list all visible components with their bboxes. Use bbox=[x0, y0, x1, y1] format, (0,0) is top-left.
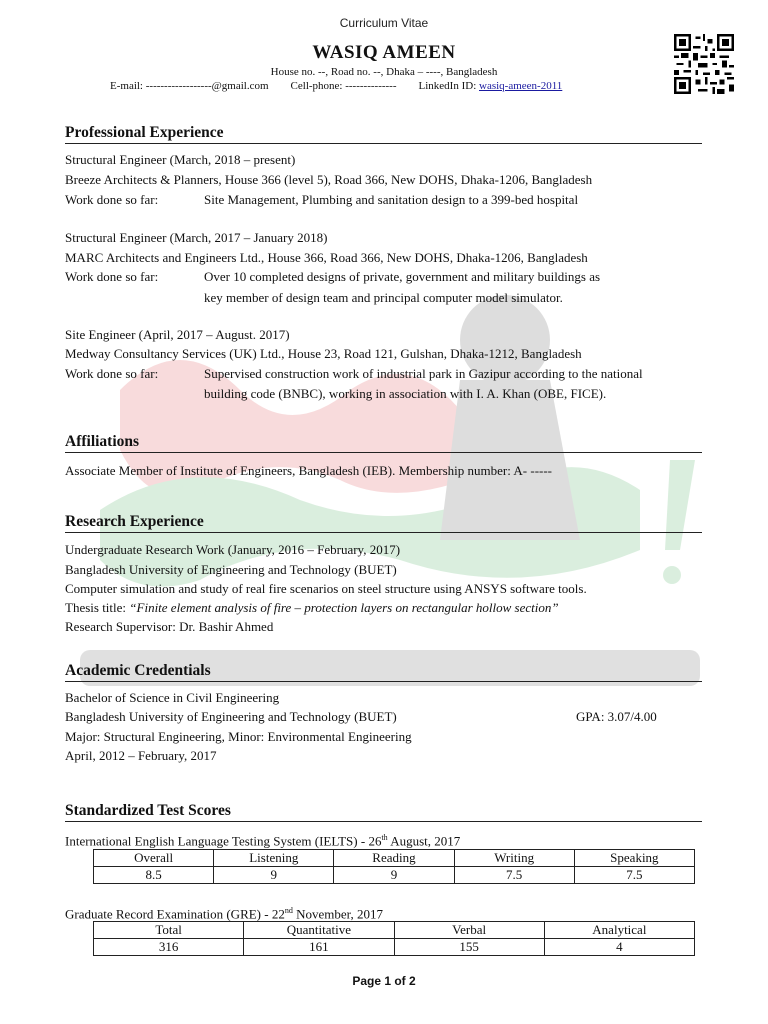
job-3-work bbox=[65, 366, 643, 382]
research-supervisor: Research Supervisor: Dr. Bashir Ahmed bbox=[65, 619, 274, 634]
job-2-work-text: Over 10 completed designs of private, government and military buildings as bbox=[204, 269, 601, 284]
qr-code-icon bbox=[672, 34, 736, 94]
degree: Bachelor of Science in Civil Engineering bbox=[65, 690, 280, 705]
document-label: Curriculum Vitae bbox=[339, 16, 429, 30]
contact-line bbox=[110, 80, 562, 92]
table-header-cell: Writing bbox=[454, 850, 574, 867]
job-1-role: Structural Engineer (March, 2018 – present) bbox=[65, 152, 296, 167]
work-label: Work done so far: bbox=[65, 269, 159, 284]
phone: Cell-phone: -------------- bbox=[290, 80, 397, 92]
gre-score-table bbox=[93, 921, 695, 956]
job-1-work bbox=[65, 192, 578, 208]
job-3-organization: Medway Consultancy Services (UK) Ltd., House 23, Road 121, Gulshan, Dhaka-1212, Bangladesh bbox=[65, 346, 582, 361]
thesis-label: Thesis title: bbox=[65, 600, 130, 615]
thesis-title: “Finite element analysis of fire – protection layers on rectangular hollow section” bbox=[129, 600, 559, 615]
job-3-work-continued: building code (BNBC), working in association with I. A. Khan (OBE, FICE). bbox=[204, 386, 607, 401]
section-academic-credentials: Academic Credentials bbox=[65, 662, 702, 682]
research-description: Computer simulation and study of real fire scenarios on steel structure using ANSYS software tools. bbox=[65, 581, 587, 596]
table-header-cell: Verbal bbox=[394, 922, 544, 939]
table-cell: 8.5 bbox=[94, 867, 214, 884]
affiliation-text: Associate Member of Institute of Engineers, Bangladesh (IEB). Membership number: A- ----- bbox=[65, 463, 553, 478]
job-2-work bbox=[65, 269, 600, 285]
section-affiliations: Affiliations bbox=[65, 433, 702, 453]
linkedin-link[interactable]: wasiq-ameen-2011 bbox=[479, 80, 563, 92]
major-minor: Major: Structural Engineering, Minor: Environmental Engineering bbox=[65, 729, 412, 744]
job-2-role: Structural Engineer (March, 2017 – January 2018) bbox=[65, 230, 328, 245]
table-cell: 9 bbox=[334, 867, 454, 884]
table-cell: 9 bbox=[214, 867, 334, 884]
work-label: Work done so far: bbox=[65, 366, 159, 381]
research-institution: Bangladesh University of Engineering and Technology (BUET) bbox=[65, 562, 397, 577]
job-3-work-text: Supervised construction work of industrial park in Gazipur according to the national bbox=[204, 366, 643, 381]
table-cell: 161 bbox=[244, 939, 394, 956]
thesis-line bbox=[65, 600, 559, 616]
email: E-mail: ------------------@gmail.com bbox=[110, 80, 269, 92]
page-number: Page 1 of 2 bbox=[352, 974, 416, 988]
job-3-role: Site Engineer (April, 2017 – August. 2017) bbox=[65, 327, 290, 342]
ielts-caption: International English Language Testing System (IELTS) - 26th August, 2017 bbox=[65, 833, 461, 849]
table-header-row bbox=[94, 850, 695, 867]
address: House no. --, Road no. --, Dhaka – ----, Bangladesh bbox=[270, 66, 498, 78]
gre-caption: Graduate Record Examination (GRE) - 22nd November, 2017 bbox=[65, 906, 383, 922]
table-row bbox=[94, 939, 695, 956]
linkedin-label: LinkedIn ID: bbox=[418, 80, 479, 92]
table-header-cell: Speaking bbox=[574, 850, 694, 867]
ielts-score-table bbox=[93, 849, 695, 884]
academic-period: April, 2012 – February, 2017 bbox=[65, 748, 217, 763]
job-2-work-continued: key member of design team and principal computer model simulator. bbox=[204, 290, 563, 305]
table-row bbox=[94, 867, 695, 884]
gpa: GPA: 3.07/4.00 bbox=[576, 709, 657, 724]
job-1-work-text: Site Management, Plumbing and sanitation design to a 399-bed hospital bbox=[204, 192, 579, 207]
table-header-cell: Total bbox=[94, 922, 244, 939]
candidate-name: WASIQ AMEEN bbox=[312, 42, 456, 63]
work-label: Work done so far: bbox=[65, 192, 159, 207]
job-1-organization: Breeze Architects & Planners, House 366 (level 5), Road 366, New DOHS, Dhaka-1206, Bangladesh bbox=[65, 172, 593, 187]
section-test-scores: Standardized Test Scores bbox=[65, 802, 702, 822]
university: Bangladesh University of Engineering and Technology (BUET) bbox=[65, 709, 397, 724]
table-header-cell: Overall bbox=[94, 850, 214, 867]
table-cell: 155 bbox=[394, 939, 544, 956]
table-cell: 7.5 bbox=[574, 867, 694, 884]
section-professional-experience: Professional Experience bbox=[65, 124, 702, 144]
research-period: Undergraduate Research Work (January, 2016 – February, 2017) bbox=[65, 542, 401, 557]
table-header-cell: Quantitative bbox=[244, 922, 394, 939]
table-cell: 7.5 bbox=[454, 867, 574, 884]
table-cell: 4 bbox=[544, 939, 694, 956]
table-header-cell: Listening bbox=[214, 850, 334, 867]
table-header-row bbox=[94, 922, 695, 939]
table-header-cell: Reading bbox=[334, 850, 454, 867]
watermark-logo bbox=[60, 280, 720, 710]
table-header-cell: Analytical bbox=[544, 922, 694, 939]
section-research-experience: Research Experience bbox=[65, 513, 702, 533]
table-cell: 316 bbox=[94, 939, 244, 956]
job-2-organization: MARC Architects and Engineers Ltd., House 366, Road 366, New DOHS, Dhaka-1206, Bangladesh bbox=[65, 250, 588, 265]
